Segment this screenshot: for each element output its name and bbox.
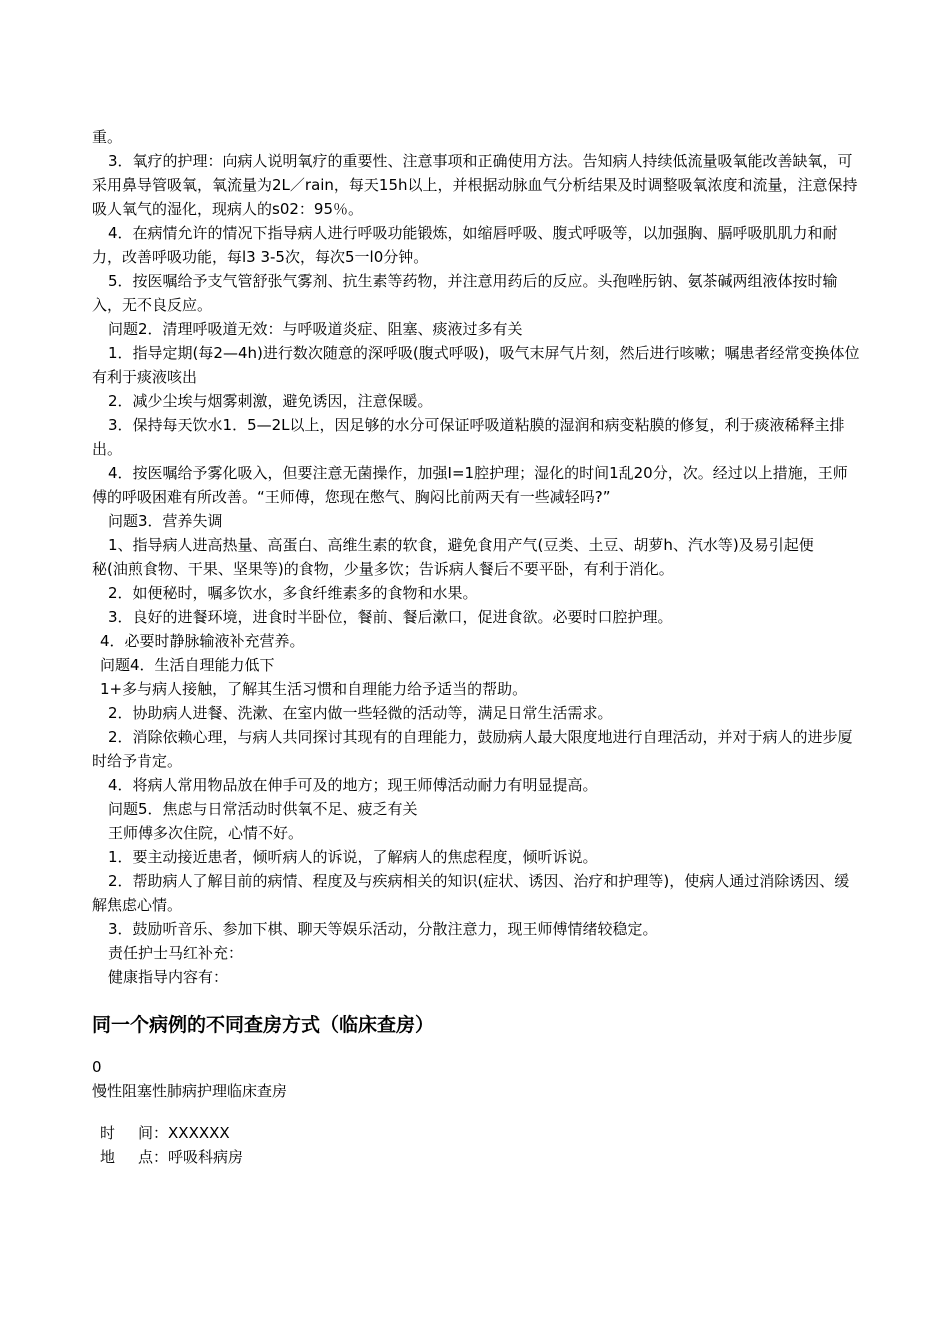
time-key-1: 时 [100,1124,116,1142]
paragraph-21: 王师傅多次住院，心情不好。 [108,824,304,842]
paragraph-26: 健康指导内容有： [108,968,229,986]
paragraph-16: 1+多与病人接触，了解其生活习惯和自理能力给予适当的帮助。 [100,680,528,698]
paragraph-13: 3．良好的进餐环境，进食时半卧位，餐前、餐后漱口，促进食欲。必要时口腔护理。 [108,608,673,626]
paragraph-22: 1．要主动接近患者，倾听病人的诉说，了解病人的焦虑程度，倾听诉说。 [108,848,598,866]
paragraph-3: 5．按医嘱给予支气管舒张气雾剂、抗生素等药物，并注意用药后的反应。头孢唑肟钠、氨茶碱两组液体按时输入，无不良反应。 [92,272,838,314]
place-field [92,1145,862,1169]
document-subtitle: 慢性阻塞性肺病护理临床查房 [92,1082,288,1100]
paragraph-7: 3．保持每天饮水1．5—2L以上，因足够的水分可保证呼吸道粘膜的湿润和病变粘膜的修复，利于痰液稀释主排出。 [92,416,845,458]
paragraph-5: 1．指导定期(每2—4h)进行数次随意的深呼吸(腹式呼吸)，吸气末屏气片刻，然后进行咳嗽；嘱患者经常变换体位有利于痰液咳出 [92,344,860,386]
time-value: XXXXXX [168,1124,230,1142]
paragraph-2: 4．在病情允许的情况下指导病人进行呼吸功能锻炼，如缩唇呼吸、腹式呼吸等，以加强胸、膈呼吸肌肌力和耐力，改善呼吸功能，每l3 3-5次，每次5一l0分钟。 [92,224,838,266]
place-value: 呼吸科病房 [168,1148,244,1166]
document-page [92,125,862,1169]
paragraph-4: 问题2．清理呼吸道无效：与呼吸道炎症、阻塞、痰液过多有关 [108,320,523,338]
paragraph-8: 4．按医嘱给予雾化吸入，但要注意无菌操作，加强I=1腔护理；湿化的时间1乱20分，次。经过以上措施，王师傅的呼吸困难有所改善。“王师傅，您现在憋气、胸闷比前两天有一些减轻吗?” [92,464,848,506]
number-label: 0 [92,1058,102,1076]
paragraph-0: 重。 [92,128,123,146]
paragraph-18: 2．消除依赖心理，与病人共同探讨其现有的自理能力，鼓励病人最大限度地进行自理活动，并对于病人的进步厦时给予肯定。 [92,728,853,770]
paragraph-20: 问题5．焦虑与日常活动时供氧不足、疲乏有关 [108,800,418,818]
place-key-1: 地 [100,1148,116,1166]
paragraph-6: 2．减少尘埃与烟雾刺激，避免诱因，注意保暖。 [108,392,433,410]
place-key-2: 点： [138,1148,169,1166]
paragraph-19: 4．将病人常用物品放在伸手可及的地方；现王师傅活动耐力有明显提高。 [108,776,598,794]
paragraph-9: 问题3．营养失调 [108,512,223,530]
paragraph-17: 2．协助病人进餐、洗漱、在室内做一些轻微的活动等，满足日常生活需求。 [108,704,613,722]
time-field [92,1121,862,1145]
paragraph-25: 责任护士马红补充： [108,944,244,962]
paragraph-23: 2．帮助病人了解目前的病情、程度及与疾病相关的知识(症状、诱因、治疗和护理等)，使病人通过消除诱因、缓解焦虑心情。 [92,872,850,914]
paragraph-11: 秘(油煎食物、干果、坚果等)的食物，少量多饮；告诉病人餐后不要平卧，有利于消化。 [92,560,674,578]
paragraph-15: 问题4．生活自理能力低下 [100,656,275,674]
paragraph-12: 2．如便秘时，嘱多饮水，多食纤维素多的食物和水果。 [108,584,478,602]
paragraph-14: 4．必要时静脉输液补充营养。 [100,632,305,650]
paragraph-24: 3．鼓励听音乐、参加下棋、聊天等娱乐活动，分散注意力，现王师傅情绪较稳定。 [108,920,658,938]
time-key-2: 间： [138,1124,169,1142]
paragraph-10: 1、指导病人进高热量、高蛋白、高维生素的软食，避免食用产气(豆类、土豆、胡萝h、汽水等)及易引起便 [108,536,814,554]
paragraph-1: 3．氧疗的护理：向病人说明氧疗的重要性、注意事项和正确使用方法。告知病人持续低流量吸氧能改善缺氧，可采用鼻导管吸氧，氧流量为2L／rain，每天15h以上，并根据动脉血气分析结果及时调整吸氧浓度和流量，注意保持吸人氧气的湿化，现病人的s02：95％。 [92,152,858,218]
section-heading: 同一个病例的不同查房方式（临床查房） [92,1014,435,1036]
